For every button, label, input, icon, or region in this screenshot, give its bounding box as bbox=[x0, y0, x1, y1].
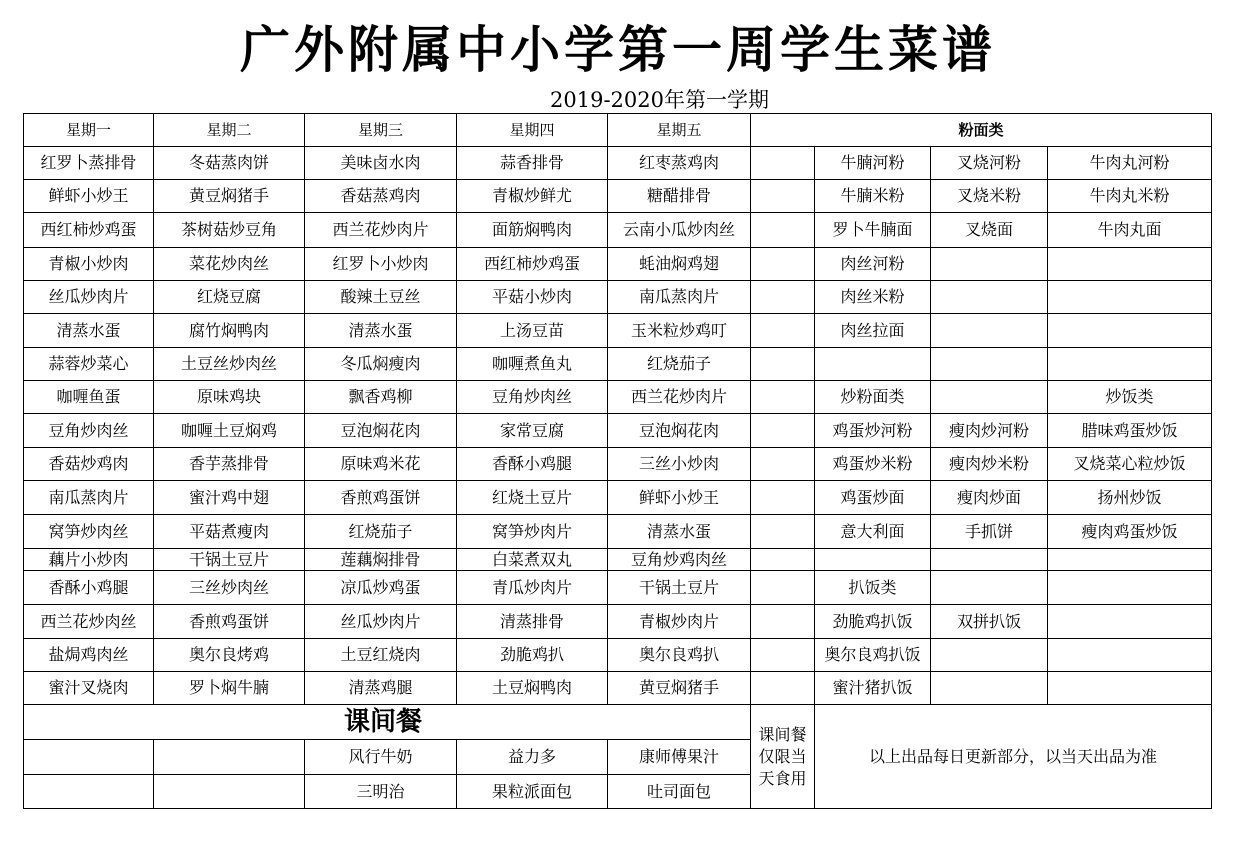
menu-row bbox=[24, 414, 1212, 448]
menu-row bbox=[24, 381, 1212, 414]
menu-row bbox=[24, 314, 1212, 348]
dish-cell: 香煎鸡蛋饼 bbox=[154, 605, 305, 639]
noodle-cell bbox=[751, 348, 815, 381]
noodle-cell: 叉烧河粉 bbox=[931, 147, 1048, 180]
dish-cell: 美味卤水肉 bbox=[305, 147, 457, 180]
noodle-cell bbox=[751, 639, 815, 672]
dish-cell: 盐焗鸡肉丝 bbox=[24, 639, 154, 672]
noodle-cell: 炒粉面类 bbox=[815, 381, 931, 414]
noodle-cell bbox=[751, 281, 815, 314]
noodle-cell: 意大利面 bbox=[815, 515, 931, 549]
snack-item: 风行牛奶 bbox=[305, 740, 457, 775]
dish-cell: 香酥小鸡腿 bbox=[24, 571, 154, 605]
dish-cell: 清蒸水蛋 bbox=[24, 314, 154, 348]
noodle-cell bbox=[931, 549, 1048, 571]
dish-cell: 香煎鸡蛋饼 bbox=[305, 481, 457, 515]
menu-row bbox=[24, 481, 1212, 515]
dish-cell: 鲜虾小炒王 bbox=[608, 481, 751, 515]
dish-cell: 咖喱鱼蛋 bbox=[24, 381, 154, 414]
noodle-cell bbox=[751, 248, 815, 281]
header-day: 星期五 bbox=[608, 114, 751, 147]
dish-cell: 蒜香排骨 bbox=[457, 147, 608, 180]
noodle-cell bbox=[931, 281, 1048, 314]
noodle-cell bbox=[1048, 281, 1212, 314]
noodle-cell bbox=[1048, 672, 1212, 705]
noodle-cell bbox=[1048, 348, 1212, 381]
dish-cell: 土豆丝炒肉丝 bbox=[154, 348, 305, 381]
dish-cell: 香酥小鸡腿 bbox=[457, 448, 608, 481]
menu-row bbox=[24, 515, 1212, 549]
noodle-cell: 炒饭类 bbox=[1048, 381, 1212, 414]
noodle-cell: 叉烧菜心粒炒饭 bbox=[1048, 448, 1212, 481]
snack-item: 吐司面包 bbox=[608, 775, 751, 809]
snack-item bbox=[154, 740, 305, 775]
dish-cell: 丝瓜炒肉片 bbox=[24, 281, 154, 314]
noodle-cell bbox=[931, 381, 1048, 414]
noodle-cell bbox=[751, 571, 815, 605]
dish-cell: 玉米粒炒鸡叮 bbox=[608, 314, 751, 348]
dish-cell: 上汤豆苗 bbox=[457, 314, 608, 348]
menu-row bbox=[24, 448, 1212, 481]
dish-cell: 劲脆鸡扒 bbox=[457, 639, 608, 672]
dish-cell: 西红柿炒鸡蛋 bbox=[457, 248, 608, 281]
menu-row bbox=[24, 549, 1212, 571]
noodle-cell bbox=[751, 481, 815, 515]
snack-item: 果粒派面包 bbox=[457, 775, 608, 809]
dish-cell: 香芋蒸排骨 bbox=[154, 448, 305, 481]
dish-cell: 西红柿炒鸡蛋 bbox=[24, 213, 154, 248]
menu-row bbox=[24, 639, 1212, 672]
dish-cell: 平菇小炒肉 bbox=[457, 281, 608, 314]
dish-cell: 三丝炒肉丝 bbox=[154, 571, 305, 605]
noodle-cell: 蜜汁猪扒饭 bbox=[815, 672, 931, 705]
snack-item: 三明治 bbox=[305, 775, 457, 809]
noodle-cell bbox=[1048, 248, 1212, 281]
snack-title-row bbox=[24, 705, 1212, 740]
noodle-cell bbox=[751, 448, 815, 481]
header-day: 星期三 bbox=[305, 114, 457, 147]
noodle-cell: 牛肉丸面 bbox=[1048, 213, 1212, 248]
dish-cell: 青椒炒肉片 bbox=[608, 605, 751, 639]
dish-cell: 南瓜蒸肉片 bbox=[608, 281, 751, 314]
dish-cell: 白菜煮双丸 bbox=[457, 549, 608, 571]
noodle-cell bbox=[931, 248, 1048, 281]
dish-cell: 豆泡焖花肉 bbox=[608, 414, 751, 448]
menu-table bbox=[23, 113, 1212, 809]
menu-row bbox=[24, 248, 1212, 281]
noodle-cell: 叉烧米粉 bbox=[931, 180, 1048, 213]
dish-cell: 蜜汁鸡中翅 bbox=[154, 481, 305, 515]
dish-cell: 菜花炒肉丝 bbox=[154, 248, 305, 281]
noodle-cell bbox=[751, 314, 815, 348]
dish-cell: 鲜虾小炒王 bbox=[24, 180, 154, 213]
menu-row bbox=[24, 180, 1212, 213]
dish-cell: 豆泡焖花肉 bbox=[305, 414, 457, 448]
header-day: 星期一 bbox=[24, 114, 154, 147]
noodle-cell bbox=[751, 147, 815, 180]
noodle-cell: 扬州炒饭 bbox=[1048, 481, 1212, 515]
noodle-cell: 肉丝米粉 bbox=[815, 281, 931, 314]
noodle-cell: 奥尔良鸡扒饭 bbox=[815, 639, 931, 672]
dish-cell: 酸辣土豆丝 bbox=[305, 281, 457, 314]
dish-cell: 家常豆腐 bbox=[457, 414, 608, 448]
header-row bbox=[24, 114, 1212, 147]
noodle-cell bbox=[931, 348, 1048, 381]
dish-cell: 豆角炒肉丝 bbox=[457, 381, 608, 414]
snack-item bbox=[24, 740, 154, 775]
header-day: 星期二 bbox=[154, 114, 305, 147]
dish-cell: 茶树菇炒豆角 bbox=[154, 213, 305, 248]
dish-cell: 藕片小炒肉 bbox=[24, 549, 154, 571]
dish-cell: 咖喱煮鱼丸 bbox=[457, 348, 608, 381]
noodle-cell: 牛腩河粉 bbox=[815, 147, 931, 180]
menu-row bbox=[24, 605, 1212, 639]
noodle-cell: 双拼扒饭 bbox=[931, 605, 1048, 639]
snack-item bbox=[154, 775, 305, 809]
dish-cell: 原味鸡米花 bbox=[305, 448, 457, 481]
noodle-cell bbox=[751, 381, 815, 414]
dish-cell: 咖喱土豆焖鸡 bbox=[154, 414, 305, 448]
dish-cell: 红烧土豆片 bbox=[457, 481, 608, 515]
dish-cell: 干锅土豆片 bbox=[154, 549, 305, 571]
dish-cell: 黄豆焖猪手 bbox=[154, 180, 305, 213]
noodle-cell: 罗卜牛腩面 bbox=[815, 213, 931, 248]
menu-row bbox=[24, 672, 1212, 705]
dish-cell: 蚝油焖鸡翅 bbox=[608, 248, 751, 281]
noodle-cell bbox=[751, 549, 815, 571]
noodle-cell: 鸡蛋炒面 bbox=[815, 481, 931, 515]
noodle-cell: 手抓饼 bbox=[931, 515, 1048, 549]
noodle-cell: 牛肉丸河粉 bbox=[1048, 147, 1212, 180]
noodle-cell bbox=[931, 314, 1048, 348]
noodle-cell: 扒饭类 bbox=[815, 571, 931, 605]
noodle-cell bbox=[1048, 605, 1212, 639]
dish-cell: 西兰花炒肉丝 bbox=[24, 605, 154, 639]
dish-cell: 香菇炒鸡肉 bbox=[24, 448, 154, 481]
noodle-cell: 肉丝拉面 bbox=[815, 314, 931, 348]
dish-cell: 三丝小炒肉 bbox=[608, 448, 751, 481]
noodle-cell bbox=[751, 672, 815, 705]
dish-cell: 豆角炒肉丝 bbox=[24, 414, 154, 448]
dish-cell: 青椒小炒肉 bbox=[24, 248, 154, 281]
noodle-cell bbox=[1048, 571, 1212, 605]
dish-cell: 平菇煮瘦肉 bbox=[154, 515, 305, 549]
noodle-cell: 瘦肉炒米粉 bbox=[931, 448, 1048, 481]
dish-cell: 面筋焖鸭肉 bbox=[457, 213, 608, 248]
page-subtitle: 2019-2020年第一学期 bbox=[550, 88, 769, 112]
dish-cell: 黄豆焖猪手 bbox=[608, 672, 751, 705]
dish-cell: 奥尔良烤鸡 bbox=[154, 639, 305, 672]
dish-cell: 飘香鸡柳 bbox=[305, 381, 457, 414]
dish-cell: 清蒸鸡腿 bbox=[305, 672, 457, 705]
dish-cell: 香菇蒸鸡肉 bbox=[305, 180, 457, 213]
dish-cell: 西兰花炒肉片 bbox=[305, 213, 457, 248]
dish-cell: 青椒炒鲜尤 bbox=[457, 180, 608, 213]
dish-cell: 红烧茄子 bbox=[305, 515, 457, 549]
noodle-cell bbox=[1048, 549, 1212, 571]
noodle-cell: 腊味鸡蛋炒饭 bbox=[1048, 414, 1212, 448]
noodle-cell bbox=[1048, 314, 1212, 348]
dish-cell: 西兰花炒肉片 bbox=[608, 381, 751, 414]
header-noodles: 粉面类 bbox=[751, 114, 1212, 147]
dish-cell: 土豆焖鸭肉 bbox=[457, 672, 608, 705]
snack-note: 以上出品每日更新部分，以当天出品为准 bbox=[815, 705, 1212, 809]
dish-cell: 干锅土豆片 bbox=[608, 571, 751, 605]
noodle-cell: 瘦肉炒河粉 bbox=[931, 414, 1048, 448]
noodle-cell bbox=[751, 414, 815, 448]
dish-cell: 红烧豆腐 bbox=[154, 281, 305, 314]
dish-cell: 青瓜炒肉片 bbox=[457, 571, 608, 605]
noodle-cell bbox=[931, 672, 1048, 705]
noodle-cell: 瘦肉鸡蛋炒饭 bbox=[1048, 515, 1212, 549]
noodle-cell: 劲脆鸡扒饭 bbox=[815, 605, 931, 639]
noodle-cell: 叉烧面 bbox=[931, 213, 1048, 248]
noodle-cell bbox=[1048, 639, 1212, 672]
menu-row bbox=[24, 348, 1212, 381]
dish-cell: 蜜汁叉烧肉 bbox=[24, 672, 154, 705]
dish-cell: 清蒸排骨 bbox=[457, 605, 608, 639]
dish-cell: 南瓜蒸肉片 bbox=[24, 481, 154, 515]
dish-cell: 豆角炒鸡肉丝 bbox=[608, 549, 751, 571]
snack-side-label: 课间餐仅限当天食用 bbox=[751, 705, 815, 809]
snack-title: 课间餐 bbox=[24, 705, 751, 740]
dish-cell: 清蒸水蛋 bbox=[305, 314, 457, 348]
dish-cell: 罗卜焖牛腩 bbox=[154, 672, 305, 705]
noodle-cell bbox=[751, 515, 815, 549]
dish-cell: 原味鸡块 bbox=[154, 381, 305, 414]
noodle-cell bbox=[751, 180, 815, 213]
dish-cell: 红罗卜蒸排骨 bbox=[24, 147, 154, 180]
dish-cell: 红烧茄子 bbox=[608, 348, 751, 381]
dish-cell: 土豆红烧肉 bbox=[305, 639, 457, 672]
noodle-cell bbox=[931, 639, 1048, 672]
snack-item: 益力多 bbox=[457, 740, 608, 775]
snack-item bbox=[24, 775, 154, 809]
header-day: 星期四 bbox=[457, 114, 608, 147]
noodle-cell bbox=[751, 605, 815, 639]
dish-cell: 窝笋炒肉丝 bbox=[24, 515, 154, 549]
page-title: 广外附属中小学第一周学生菜谱 bbox=[240, 21, 996, 79]
dish-cell: 冬瓜焖瘦肉 bbox=[305, 348, 457, 381]
noodle-cell: 牛肉丸米粉 bbox=[1048, 180, 1212, 213]
dish-cell: 云南小瓜炒肉丝 bbox=[608, 213, 751, 248]
dish-cell: 奥尔良鸡扒 bbox=[608, 639, 751, 672]
noodle-cell bbox=[931, 571, 1048, 605]
snack-item: 康师傅果汁 bbox=[608, 740, 751, 775]
menu-row bbox=[24, 147, 1212, 180]
dish-cell: 凉瓜炒鸡蛋 bbox=[305, 571, 457, 605]
noodle-cell: 瘦肉炒面 bbox=[931, 481, 1048, 515]
dish-cell: 红罗卜小炒肉 bbox=[305, 248, 457, 281]
noodle-cell: 鸡蛋炒河粉 bbox=[815, 414, 931, 448]
dish-cell: 窝笋炒肉片 bbox=[457, 515, 608, 549]
menu-row bbox=[24, 281, 1212, 314]
menu-row bbox=[24, 571, 1212, 605]
noodle-cell: 牛腩米粉 bbox=[815, 180, 931, 213]
dish-cell: 清蒸水蛋 bbox=[608, 515, 751, 549]
noodle-cell bbox=[751, 213, 815, 248]
noodle-cell: 鸡蛋炒米粉 bbox=[815, 448, 931, 481]
dish-cell: 冬菇蒸肉饼 bbox=[154, 147, 305, 180]
dish-cell: 丝瓜炒肉片 bbox=[305, 605, 457, 639]
dish-cell: 莲藕焖排骨 bbox=[305, 549, 457, 571]
dish-cell: 蒜蓉炒菜心 bbox=[24, 348, 154, 381]
dish-cell: 腐竹焖鸭肉 bbox=[154, 314, 305, 348]
noodle-cell bbox=[815, 348, 931, 381]
noodle-cell bbox=[815, 549, 931, 571]
menu-row bbox=[24, 213, 1212, 248]
dish-cell: 糖醋排骨 bbox=[608, 180, 751, 213]
dish-cell: 红枣蒸鸡肉 bbox=[608, 147, 751, 180]
noodle-cell: 肉丝河粉 bbox=[815, 248, 931, 281]
